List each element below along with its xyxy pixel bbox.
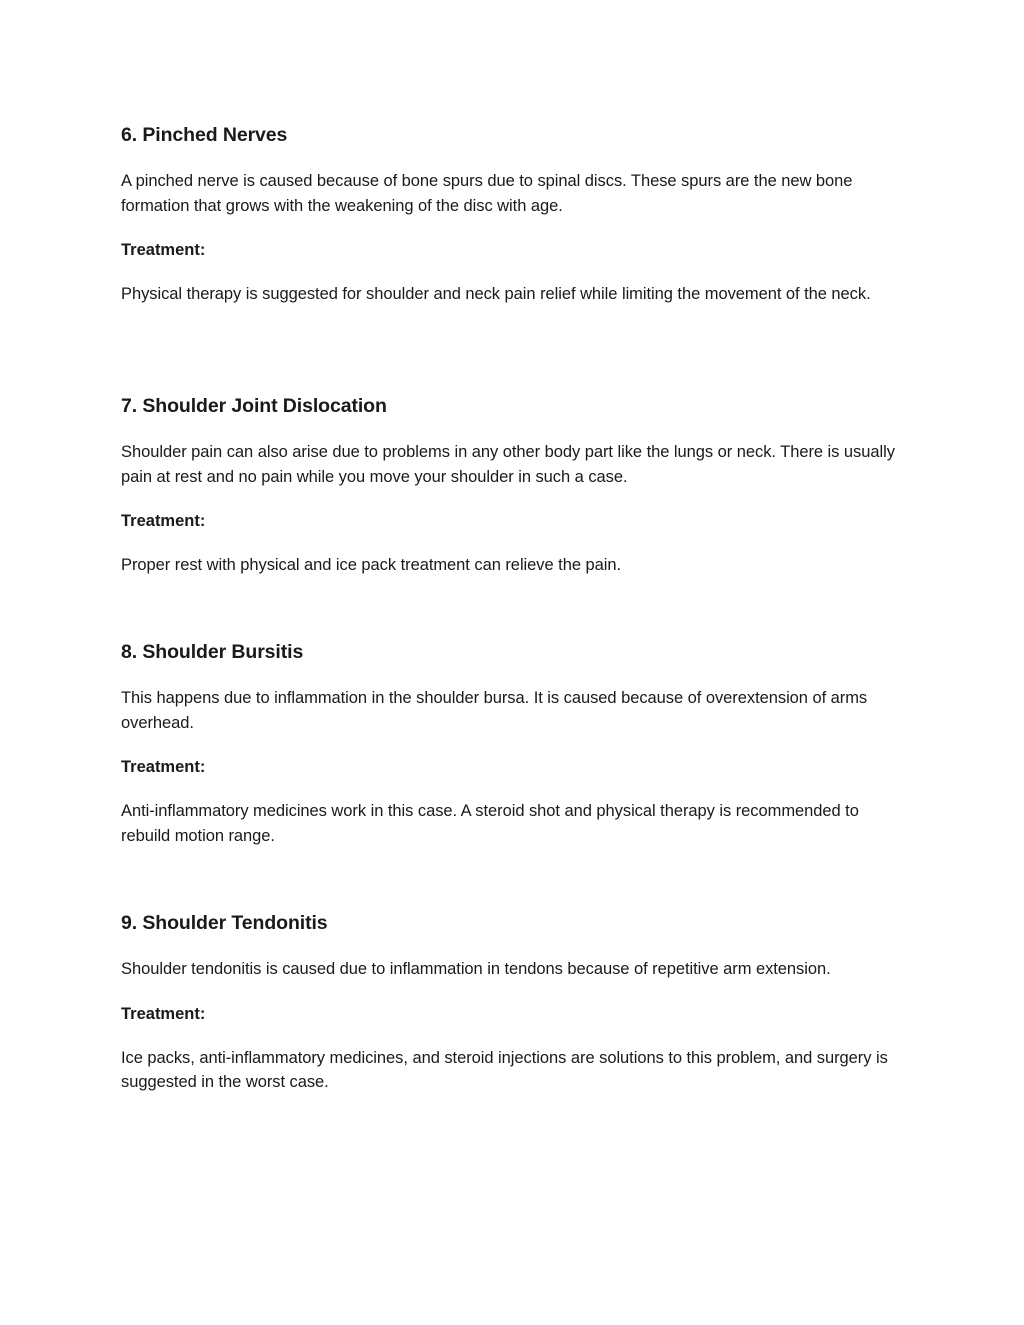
section-shoulder-bursitis: [121, 640, 901, 848]
treatment-text: Physical therapy is suggested for shoulder and neck pain relief while limiting the movement of the neck.: [121, 285, 871, 303]
section-heading: 7. Shoulder Joint Dislocation: [121, 395, 387, 417]
treatment-label: Treatment:: [121, 512, 206, 530]
section-shoulder-tendonitis: [121, 911, 901, 1095]
section-description: Shoulder tendonitis is caused due to inflammation in tendons because of repetitive arm extension.: [121, 960, 831, 978]
treatment-text: Proper rest with physical and ice pack treatment can relieve the pain.: [121, 556, 622, 574]
treatment-label: Treatment:: [121, 1004, 206, 1023]
section-description: Shoulder pain can also arise due to problems in any other body part like the lungs or neck. There is usually pain at rest and no pain while you move your shoulder in such a case.: [121, 443, 895, 486]
section-description: A pinched nerve is caused because of bone spurs due to spinal discs. These spurs are the new bone formation that grows with the weakening of the disc with age.: [121, 172, 853, 215]
section-heading: 9. Shoulder Tendonitis: [121, 912, 328, 934]
treatment-label: Treatment:: [121, 241, 206, 259]
section-description: This happens due to inflammation in the shoulder bursa. It is caused because of overextension of arms overhead.: [121, 689, 868, 732]
section-shoulder-joint-dislocation: [121, 394, 901, 578]
section-heading: 6. Pinched Nerves: [121, 124, 288, 146]
section-heading: 8. Shoulder Bursitis: [121, 641, 304, 663]
treatment-text: Anti-inflammatory medicines work in this case. A steroid shot and physical therapy is recommended to rebuild motion range.: [121, 802, 859, 845]
section-pinched-nerves: [121, 123, 901, 307]
treatment-label: Treatment:: [121, 758, 206, 776]
treatment-text: Ice packs, anti-inflammatory medicines, and steroid injections are solutions to this problem, and surgery is suggested in the worst case.: [121, 1048, 888, 1091]
